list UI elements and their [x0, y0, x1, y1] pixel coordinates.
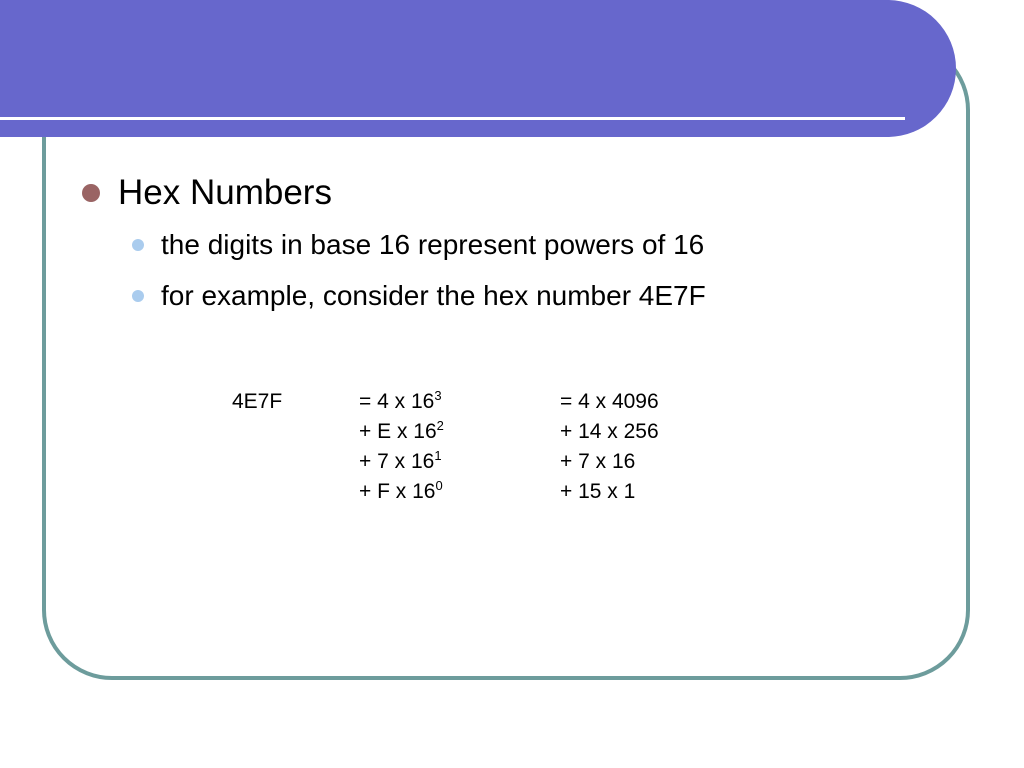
header-divider [0, 117, 905, 120]
sub-bullet [132, 228, 704, 262]
decimal-term: + 7 x 16 [560, 450, 636, 473]
power-term: = 4 x $16^3$ [359, 388, 442, 413]
decimal-term: + 14 x 256 [560, 420, 659, 443]
main-bullet [82, 172, 332, 214]
exponent: 0 [435, 478, 443, 493]
exponent: 3 [434, 388, 442, 403]
exponent: 1 [434, 448, 442, 463]
sub-bullet-text: for example, consider the hex number 4E7F [161, 280, 706, 311]
power-term: + F x $16^0$ [359, 478, 443, 503]
power-term: + E x $16^2$ [359, 418, 444, 443]
sub-bullet-text: the digits in base 16 represent powers of 16 [161, 229, 705, 260]
sub-bullet [132, 279, 706, 313]
exponent: 2 [436, 418, 444, 433]
power-term: + 7 x $16^1$ [359, 448, 442, 473]
bullet-dot-icon [82, 184, 100, 202]
main-bullet-text: Hex Numbers [118, 173, 332, 212]
decimal-term: = 4 x 4096 [560, 390, 659, 413]
hex-label: 4E7F [232, 390, 283, 413]
header-band [0, 0, 956, 137]
sub-bullet-dot-icon [132, 239, 144, 251]
decimal-term: + 15 x 1 [560, 480, 636, 503]
sub-bullet-dot-icon [132, 290, 144, 302]
